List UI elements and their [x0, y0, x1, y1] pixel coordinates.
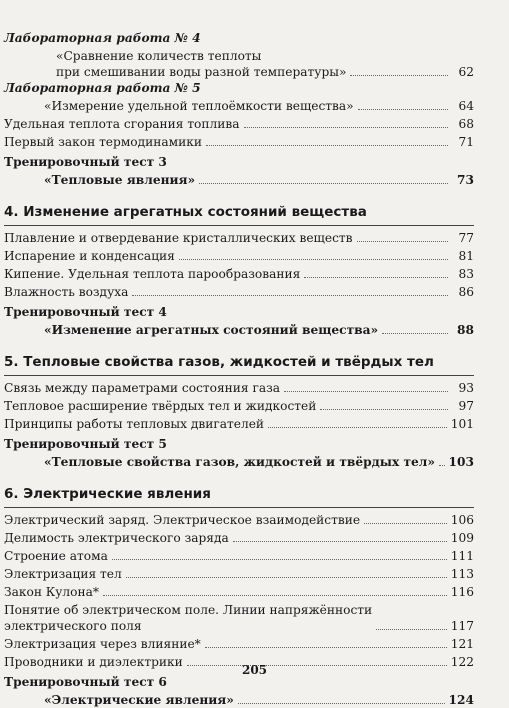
dot-leader: [238, 703, 445, 704]
dot-leader: [284, 391, 448, 392]
toc-entry-page: 116: [450, 585, 474, 599]
toc-entry[interactable]: [4, 320, 474, 338]
toc-entry[interactable]: [4, 96, 474, 114]
dot-leader: [304, 277, 448, 278]
toc-entry[interactable]: [4, 528, 474, 546]
dot-leader: [268, 427, 447, 428]
training-test-title: Тренировочный тест 3: [4, 155, 167, 169]
dot-leader: [206, 145, 448, 146]
toc-entry-title: Тепловое расширение твёрдых тел и жидкостей: [4, 399, 317, 413]
toc-entry-page: 81: [458, 249, 474, 263]
toc-entry[interactable]: [4, 228, 474, 246]
toc-entry-page: 111: [450, 549, 474, 563]
toc-entry-page: 93: [458, 381, 474, 395]
toc-entry-page: 88: [457, 323, 474, 337]
toc-entry-page: 117: [450, 619, 474, 633]
toc-entry-title: Делимость электрического заряда: [4, 531, 229, 545]
toc-entry-title: Проводники и диэлектрики: [4, 655, 183, 669]
training-test-title: Тренировочный тест 5: [4, 437, 167, 451]
toc-entry[interactable]: [4, 282, 474, 300]
toc-entry-page: 124: [448, 693, 474, 707]
dot-leader: [357, 241, 448, 242]
dot-leader: [103, 595, 447, 596]
toc-entry-title: Связь между параметрами состояния газа: [4, 381, 281, 395]
toc-entry-title: Электризация тел: [4, 567, 122, 581]
toc-entry-title: «Измерение удельной теплоёмкости вещества»: [44, 99, 354, 113]
dot-leader: [358, 109, 448, 110]
toc-entry-page: 77: [458, 231, 474, 245]
toc-entry[interactable]: [4, 582, 474, 600]
toc-entry[interactable]: [4, 114, 474, 132]
toc-entry[interactable]: [4, 634, 474, 652]
toc-entry-title: Влажность воздуха: [4, 285, 129, 299]
page-number: 205: [241, 663, 268, 677]
training-test-title: Тренировочный тест 6: [4, 675, 167, 689]
toc-entry-page: 106: [450, 513, 474, 527]
toc-entry-page: 101: [450, 417, 474, 431]
toc-entry-page: 62: [458, 65, 474, 79]
dot-leader: [376, 629, 447, 630]
toc-entry-page: 97: [458, 399, 474, 413]
toc-entry-title: Закон Кулона*: [4, 585, 99, 599]
table-of-contents: [4, 30, 474, 708]
toc-entry[interactable]: [4, 414, 474, 432]
toc-entry[interactable]: [4, 452, 474, 470]
toc-entry-page: 103: [448, 455, 474, 469]
dot-leader: [205, 647, 447, 648]
toc-entry-title: Испарение и конденсация: [4, 249, 175, 263]
toc-entry[interactable]: [4, 170, 474, 188]
dot-leader: [179, 259, 448, 260]
dot-leader: [350, 75, 448, 76]
toc-entry-page: 64: [458, 99, 474, 113]
toc-entry-title: Удельная теплота сгорания топлива: [4, 117, 240, 131]
toc-entry-title: «Тепловые явления»: [44, 173, 196, 187]
dot-leader: [132, 295, 448, 296]
training-test-title: Тренировочный тест 4: [4, 305, 167, 319]
toc-entry[interactable]: [4, 690, 474, 708]
toc-entry[interactable]: [4, 246, 474, 264]
dot-leader: [244, 127, 448, 128]
toc-entry[interactable]: [4, 46, 474, 80]
toc-entry-page: 83: [458, 267, 474, 281]
toc-entry[interactable]: [4, 264, 474, 282]
section-heading: 4. Изменение агрегатных состояний вещества: [4, 204, 474, 226]
toc-entry-title: Понятие об электрическом поле. Линии напряжённости электрического поля: [4, 603, 373, 633]
dot-leader: [364, 523, 447, 524]
lab-work-title: Лабораторная работа № 4: [4, 31, 201, 45]
toc-entry-title: Электризация через влияние*: [4, 637, 201, 651]
toc-entry[interactable]: [4, 564, 474, 582]
toc-entry-page: 113: [450, 567, 474, 581]
toc-entry-title: Электрический заряд. Электрическое взаимодействие: [4, 513, 361, 527]
toc-entry-page: 86: [458, 285, 474, 299]
lab-work-title: Лабораторная работа № 5: [4, 81, 201, 95]
toc-entry[interactable]: [4, 510, 474, 528]
toc-entry-title: Кипение. Удельная теплота парообразования: [4, 267, 301, 281]
dot-leader: [112, 559, 447, 560]
dot-leader: [233, 541, 447, 542]
toc-entry[interactable]: [4, 378, 474, 396]
dot-leader: [126, 577, 447, 578]
section-heading: 6. Электрические явления: [4, 486, 474, 508]
dot-leader: [439, 465, 445, 466]
toc-entry[interactable]: [4, 546, 474, 564]
toc-entry-page: 122: [450, 655, 474, 669]
toc-entry-page: 109: [450, 531, 474, 545]
toc-entry-title: «Тепловые свойства газов, жидкостей и твёрдых тел»: [44, 455, 435, 469]
toc-entry-title: «Электрические явления»: [44, 693, 234, 707]
dot-leader: [320, 409, 448, 410]
toc-entry-title: Первый закон термодинамики: [4, 135, 202, 149]
toc-entry-page: 73: [457, 173, 474, 187]
toc-entry-page: 68: [458, 117, 474, 131]
toc-entry-title: Принципы работы тепловых двигателей: [4, 417, 265, 431]
toc-entry[interactable]: [4, 132, 474, 150]
toc-entry[interactable]: [4, 600, 474, 634]
section-heading: 5. Тепловые свойства газов, жидкостей и твёрдых тел: [4, 354, 474, 376]
dot-leader: [199, 183, 448, 184]
toc-entry-title: «Сравнение количеств теплоты при смешивании воды разной температуры»: [56, 49, 347, 79]
toc-entry[interactable]: [4, 396, 474, 414]
dot-leader: [382, 333, 448, 334]
toc-entry-title: Плавление и отвердевание кристаллических веществ: [4, 231, 353, 245]
toc-entry-title: «Изменение агрегатных состояний вещества»: [44, 323, 379, 337]
toc-entry-title: Строение атома: [4, 549, 108, 563]
toc-entry-page: 121: [450, 637, 474, 651]
toc-entry-page: 71: [458, 135, 474, 149]
